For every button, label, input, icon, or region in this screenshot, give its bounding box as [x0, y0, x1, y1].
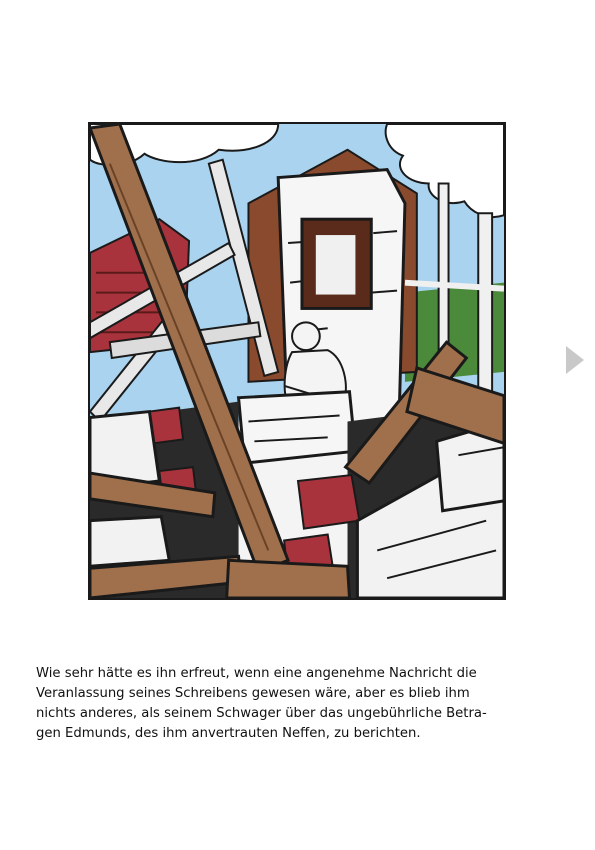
next-page-button[interactable]: [562, 342, 588, 378]
caption-text: [36, 664, 584, 744]
caption-line: Veranlassung seines Schreibens gewesen wäre, aber es blieb ihm: [36, 686, 470, 701]
caption-line: nichts anderes, als seinem Schwager über das ungebührliche Betra-: [36, 706, 487, 721]
comic-panel: [88, 122, 506, 600]
ruins-illustration: [90, 124, 504, 598]
triangle-right-icon: [562, 342, 588, 378]
caption-line: Wie sehr hätte es ihn erfreut, wenn eine angenehme Nachricht die: [36, 666, 477, 681]
caption-line: gen Edmunds, des ihm anvertrauten Neffen, zu berichten.: [36, 726, 421, 741]
